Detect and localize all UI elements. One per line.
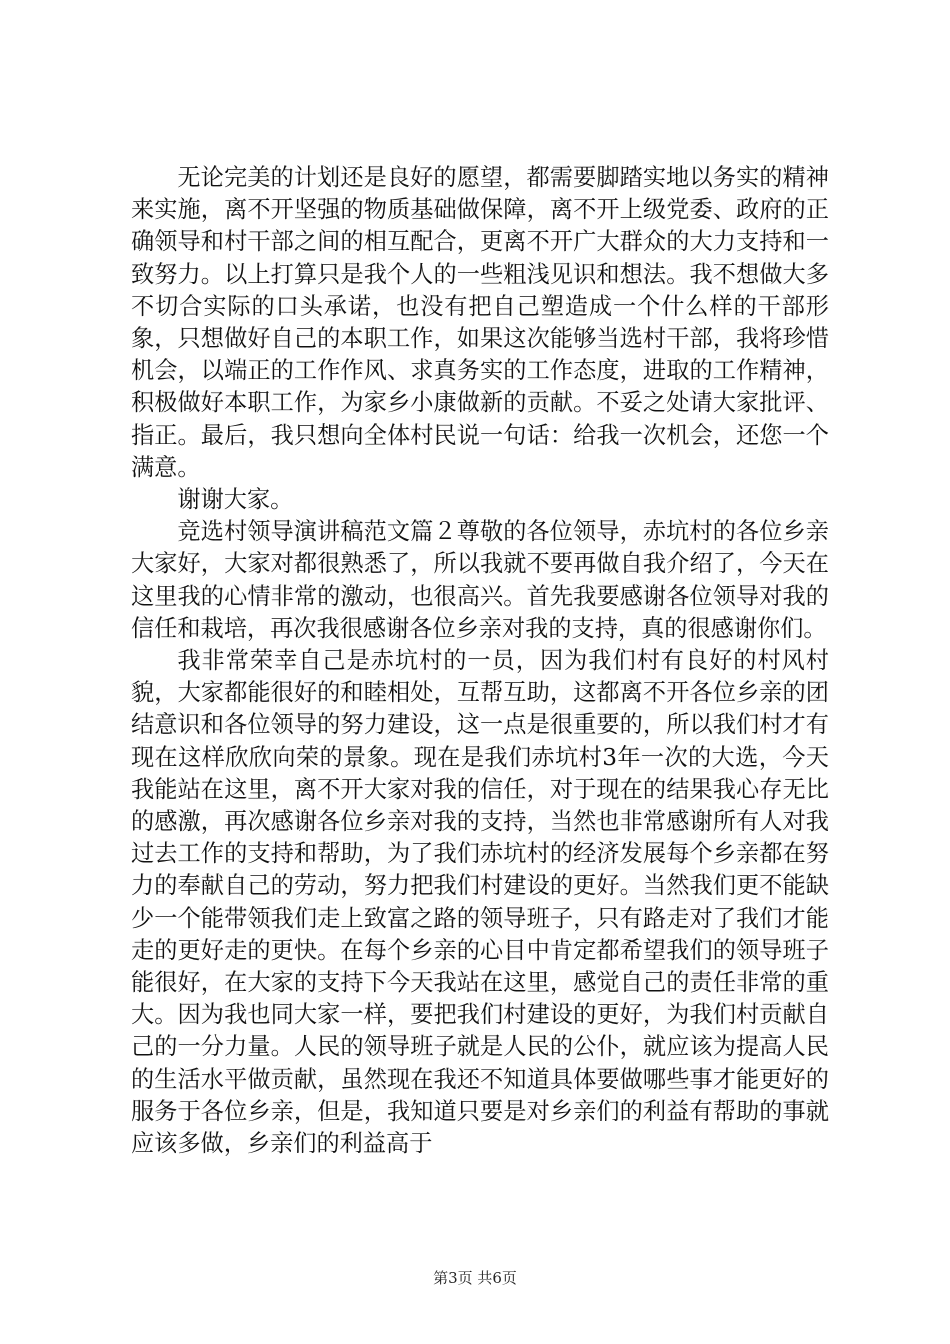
page-footer: 第3页 共6页	[433, 1269, 517, 1287]
paragraph-speech-2-intro: 竞选村领导演讲稿范文篇２尊敬的各位领导，赤坑村的各位乡亲大家好，大家对都很熟悉了，所以我就不要再做自我介绍了，今天在这里我的心情非常的激动，也很高兴。首先我要感谢各位领导对我的信任和栽培，再次我很感谢各位乡亲对我的支持，真的很感谢你们。	[131, 518, 829, 642]
paragraph-thanks: 谢谢大家。	[177, 486, 294, 514]
paragraph-closing-remarks: 无论完美的计划还是良好的愿望，都需要脚踏实地以务实的精神来实施，离不开坚强的物质基础做保障，离不开上级党委、政府的正确领导和村干部之间的相互配合，更离不开广大群众的大力支持和一致努力。以上打算只是我个人的一些粗浅见识和想法。我不想做大多不切合实际的口头承诺，也没有把自己塑造成一个什么样的干部形象，只想做好自己的本职工作，如果这次能够当选村干部，我将珍惜机会，以端正的工作作风、求真务实的工作态度，进取的工作精神，积极做好本职工作，为家乡小康做新的贡献。不妥之处请大家批评、指正。最后，我只想向全体村民说一句话：给我一次机会，还您一个满意。	[131, 164, 829, 481]
document-body	[131, 162, 829, 1160]
paragraph-speech-2-body: 我非常荣幸自己是赤坑村的一员，因为我们村有良好的村风村貌，大家都能很好的和睦相处，互帮互助，这都离不开各位乡亲的团结意识和各位领导的努力建设，这一点是很重要的，所以我们村才有现在这样欣欣向荣的景象。现在是我们赤坑村3年一次的大选，今天我能站在这里，离不开大家对我的信任，对于现在的结果我心存无比的感激，再次感谢各位乡亲对我的支持，当然也非常感谢所有人对我过去工作的支持和帮助，为了我们赤坑村的经济发展每个乡亲都在努力的奉献自己的劳动，努力把我们村建设的更好。当然我们更不能缺少一个能带领我们走上致富之路的领导班子，只有路走对了我们才能走的更好走的更快。在每个乡亲的心目中肯定都希望我们的领导班子能很好，在大家的支持下今天我站在这里，感觉自己的责任非常的重大。因为我也同大家一样，要把我们村建设的更好，为我们村贡献自己的一分力量。人民的领导班子就是人民的公仆，就应该为提高人民的生活水平做贡献，虽然现在我还不知道具体要做哪些事才能更好的服务于各位乡亲，但是，我知道只要是对乡亲们的利益有帮助的事就应该多做，乡亲们的利益高于	[131, 647, 829, 1158]
